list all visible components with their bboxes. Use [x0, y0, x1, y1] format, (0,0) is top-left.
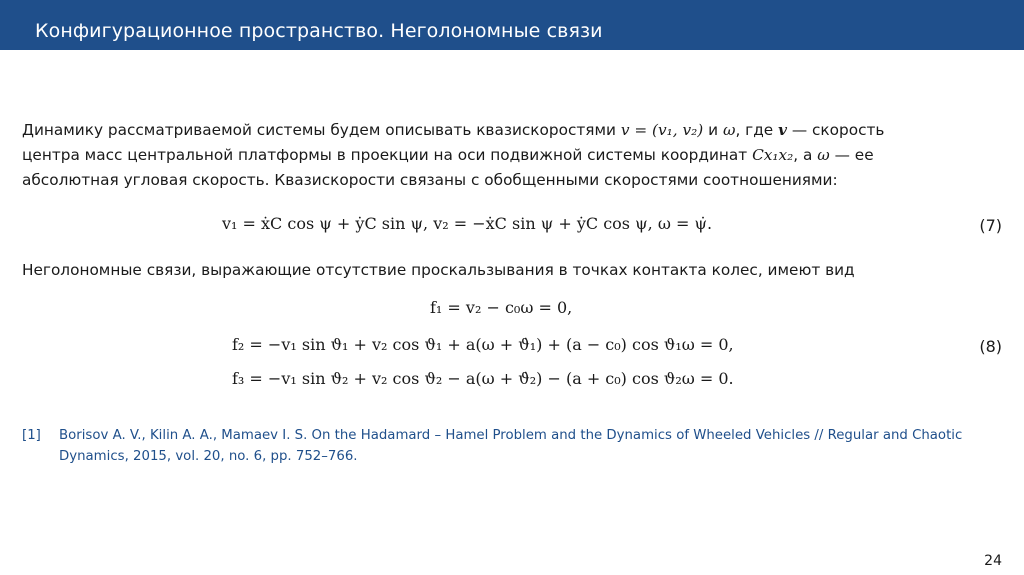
equation-8-line-3: f₃ = −v₁ sin ϑ₂ + v₂ cos ϑ₂ − a(ω + ϑ̇₂) − (a + c₀) cos ϑ₂ω = 0.	[232, 369, 734, 388]
intro-line1-and: и	[708, 121, 719, 139]
coordinate-system-symbol: Cx₁x₂	[752, 146, 794, 164]
page-number: 24	[984, 553, 1002, 569]
equation-7-number: (7)	[979, 216, 1002, 235]
intro-line2-text: центра масс центральной платформы в проекции на оси подвижной системы координат	[22, 146, 748, 164]
intro-line1-tail: — скорость	[791, 121, 885, 139]
intro-line2-tail: — ее	[834, 146, 874, 164]
velocity-symbol: v	[778, 121, 787, 139]
intro-line-2	[22, 143, 1006, 168]
equation-8-line-2: f₂ = −v₁ sin ϑ₁ + v₂ cos ϑ₁ + a(ω + ϑ̇₁) + (a − c₀) cos ϑ₁ω = 0,	[232, 335, 734, 354]
equation-8-line-1: f₁ = v₂ − c₀ω = 0,	[430, 298, 573, 317]
intro-line-3: абсолютная угловая скорость. Квазискорости связаны с обобщенными скоростями соотношениями:	[22, 171, 838, 189]
intro-paragraph	[22, 118, 1006, 193]
intro-line1-text: Динамику рассматриваемой системы будем описывать квазискоростями	[22, 121, 616, 139]
quasi-velocity-vector: v = (v₁, v₂)	[620, 121, 704, 139]
equation-8-number: (8)	[979, 337, 1002, 356]
equation-7: v₁ = ẋC cos ψ + ẏC sin ψ, v₂ = −ẋC sin ψ + ẏC cos ψ, ω = ψ̇.	[222, 214, 713, 233]
omega-symbol-2: ω	[817, 146, 830, 164]
reference-text: Borisov A. V., Kilin A. A., Mamaev I. S. On the Hadamard – Hamel Problem and the Dynamics of Wheeled Vehicles // Regular and Chaotic Dynamics, 2015, vol. 20, no. 6, pp. 752–766.	[59, 428, 963, 464]
intro-line2-and: , а	[793, 146, 813, 164]
reference-number: [1]	[22, 428, 41, 443]
omega-symbol: ω	[722, 121, 736, 139]
slide-title: Конфигурационное пространство. Неголономные связи	[35, 20, 603, 42]
intro-line-1	[22, 118, 1006, 143]
intro-line1-where: , где	[735, 121, 774, 139]
nonholonomic-text: Неголономные связи, выражающие отсутствие проскальзывания в точках контакта колес, имеют вид	[22, 261, 855, 279]
slide-header	[0, 0, 1024, 50]
